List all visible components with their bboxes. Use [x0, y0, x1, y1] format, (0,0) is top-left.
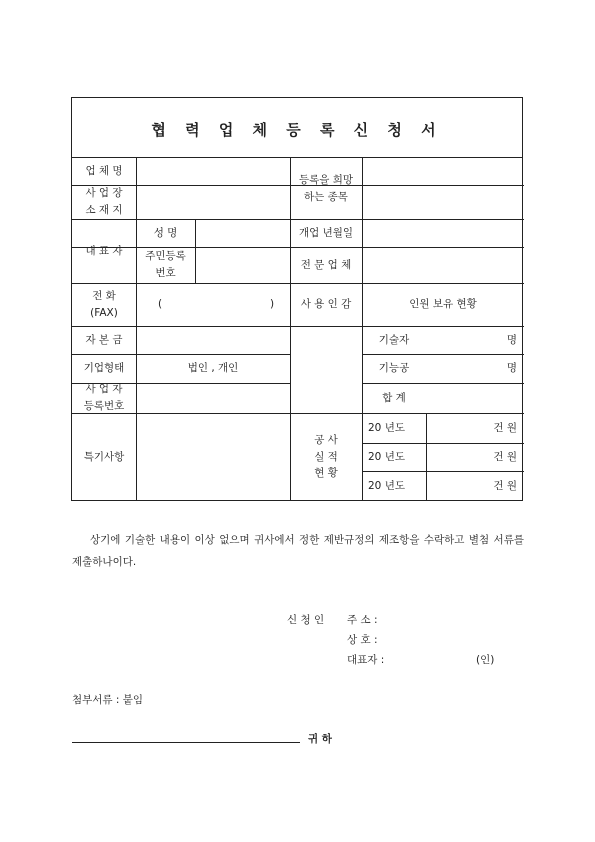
label-total: 합 계 [382, 391, 406, 404]
record-amount: 건 원 [493, 479, 517, 492]
record-year: 20 년도 [368, 479, 405, 492]
label-construction-record: 공 사 실 적 현 황 [314, 433, 338, 480]
unit-engineer: 명 [506, 333, 517, 346]
unit-technician: 명 [506, 362, 517, 375]
record-amount: 건 원 [493, 450, 517, 463]
label-business-reg-no: 사 업 자 등록번호 [83, 383, 125, 412]
col-divider [195, 219, 196, 283]
attachment-note: 첨부서류 : 붙임 [72, 694, 144, 706]
label-seal: 사 용 인 감 [300, 298, 352, 311]
company-type-options: 법인 , 개인 [187, 362, 239, 375]
phone-paren-open: ( [158, 298, 163, 311]
address-label: 주 소 : [347, 614, 378, 626]
col-divider [136, 158, 137, 501]
record-year: 20 년도 [368, 450, 405, 463]
record-amount: 건 원 [493, 421, 517, 434]
applicant-label: 신 청 인 [287, 614, 325, 626]
record-year: 20 년도 [368, 421, 405, 434]
application-form [71, 97, 523, 501]
label-resident-no: 주민등록 번호 [145, 250, 186, 279]
label-founding-date: 개업 년월일 [298, 226, 354, 239]
label-capital: 자 본 금 [85, 333, 123, 346]
label-desired-category: 등록을 희망 하는 종목 [298, 173, 354, 203]
title-area [72, 98, 522, 158]
label-engineer: 기술자 [378, 333, 410, 346]
seal-mark: (인) [476, 654, 495, 666]
label-representative: 대 표 자 [85, 244, 123, 257]
addressee-suffix: 귀 하 [308, 733, 332, 745]
label-special-notes: 특기사항 [83, 450, 125, 463]
statement-paragraph: 상기에 기술한 내용이 이상 없으며 귀사에서 정한 제반규정의 제조항을 수락하고 별첨 서류를 제출하나이다. [72, 534, 524, 568]
addressee-blank [72, 742, 300, 743]
label-business-address: 사 업 장 소 재 지 [85, 187, 123, 216]
label-name: 성 명 [153, 226, 178, 239]
phone-paren-close: ) [269, 298, 275, 311]
label-company-type: 기업형태 [83, 362, 125, 375]
label-staff: 인원 보유 현황 [409, 298, 477, 311]
trade-name-label: 상 호 : [347, 634, 378, 646]
label-phone: 전 화 (FAX) [90, 289, 118, 319]
form-title: 협 력 업 체 등 록 신 청 서 [151, 121, 443, 139]
label-company-name: 업 체 명 [85, 165, 123, 178]
rep-label: 대표자 : [347, 654, 385, 666]
label-technician: 기능공 [378, 362, 410, 375]
label-specialty: 전 문 업 체 [300, 258, 352, 271]
